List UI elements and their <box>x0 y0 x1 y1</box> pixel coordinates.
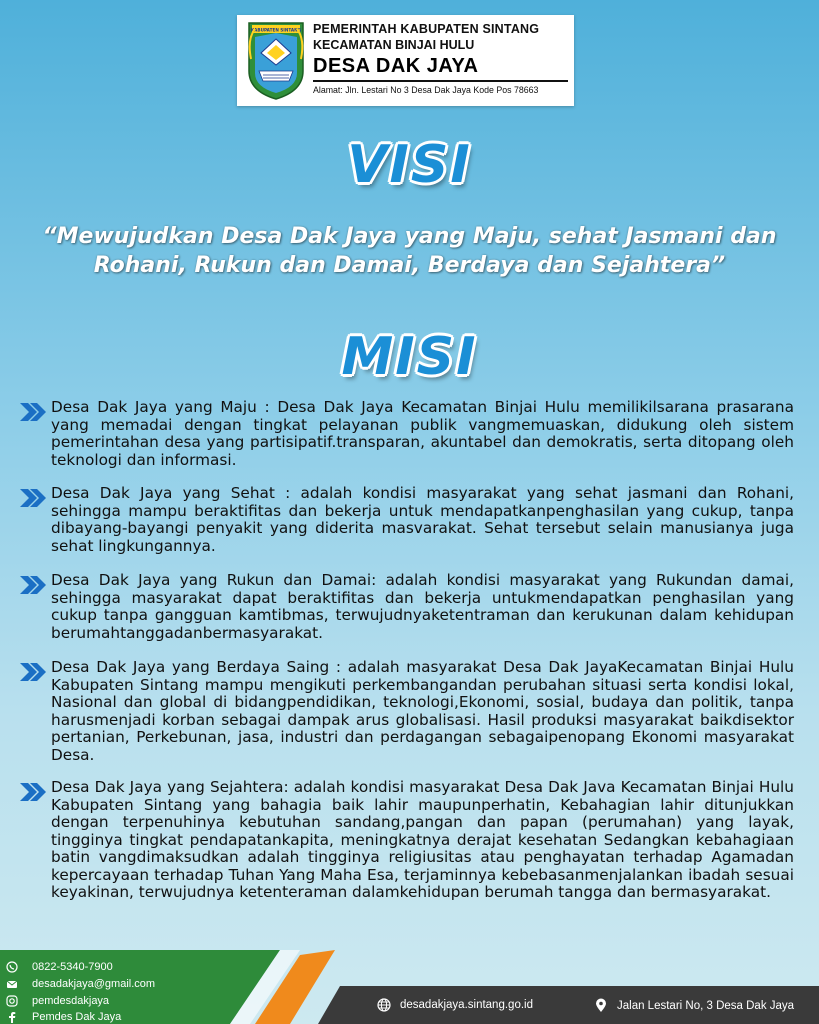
email-icon <box>6 978 18 990</box>
visi-heading: VISI <box>347 135 472 195</box>
facebook-icon <box>6 1011 18 1023</box>
misi-heading: MISI <box>341 327 478 387</box>
contact-phone[interactable] <box>6 960 113 974</box>
whatsapp-icon <box>6 961 18 973</box>
header-divider <box>313 80 568 82</box>
contact-email-text: desadakjaya@gmail.com <box>32 978 156 990</box>
map-pin-icon <box>595 998 607 1013</box>
header-village-title: DESA DAK JAYA <box>313 55 479 77</box>
visi-statement: “Mewujudkan Desa Dak Jaya yang Maju, sehat Jasmani dan Rohani, Rukun dan Damai, Berdaya dan Sejahtera” <box>42 224 777 278</box>
globe-icon <box>377 998 391 1012</box>
misi-item-text: Desa Dak Jaya yang Berdaya Saing : adalah masyarakat Desa Dak JayaKecamatan Binjai Hulu Kabupaten Sintang mampu mengikuti perkembangandan perubahan situasi serta kondisi lokal, Nasional dan global di bidangpendidikan, teknologi,Ekonomi, sosial, budaya dan politik, tanpa harusmenjadi korban sebagai dampak arus globalisasi. Hasil produksi masyarakat baikdisektor pertanian, Perkebunan, jasa, industri dan perdagangan sebagaipenopang Ekonomi masyarakat Desa. <box>51 658 794 764</box>
chevron-right-icon <box>18 401 48 423</box>
chevron-right-icon <box>18 487 48 509</box>
misi-item-text: Desa Dak Jaya yang Rukun dan Damai: adalah kondisi masyarakat yang Rukundan damai, sehingga masyarakat dapat beraktifitas dan bekerja untukmendapatkan penghasilan yang cukup tanpa gangguan kamtibmas, terwujudnyaketentraman dan kerukunan dalam kehidupan berumahtanggadanbermasyarakat. <box>51 571 794 642</box>
contact-instagram-text: pemdesdakjaya <box>32 995 110 1007</box>
misi-item-text: Desa Dak Jaya yang Sejahtera: adalah kondisi masyarakat Desa Dak Java Kecamatan Binjai Hulu Kabupaten Sintang yang bahagia baik lahir maupunperhatin, Kebahagian lahir ditunjukkan dengan terpenuhinya kebutuhan sandang,pangan dan papan (perumahan) yang layak, tingginya tingkat pendapatankapita, meningkatnya derajat kesehatan Sedangkan kebahagiaan batin vangdimaksudkan adalah tingginya religiusitas atau penghayatan terhadap Agamadan kepercayaan terhadap Tuhan Yang Maha Esa, terjaminnya kebebasanmenjalankan ibadah sesuai keyakinan, terwujudnya ketenteraman dalamkehidupan berumah tangga dan bermasyarakat. <box>51 778 794 901</box>
chevron-right-icon <box>18 661 48 683</box>
instagram-icon <box>6 995 18 1007</box>
contact-phone-text: 0822-5340-7900 <box>32 961 113 973</box>
header-government-title: PEMERINTAH KABUPATEN SINTANG <box>313 22 540 36</box>
svg-text:KABUPATEN SINTANG: KABUPATEN SINTANG <box>250 27 302 33</box>
misi-item-text: Desa Dak Jaya yang Maju : Desa Dak Jaya Kecamatan Binjai Hulu memilikilsarana prasarana yang memadai dengan tingkat pelayanan publik vangmemuaskan, didukung oleh sistem pemerintahan desa yang partisipatif.transparan, akuntabel dan demokratis, serta ditopang oleh teknologi dan informasi. <box>51 398 794 469</box>
contact-email[interactable] <box>6 977 155 991</box>
contact-instagram[interactable] <box>6 994 109 1008</box>
website-link[interactable] <box>377 998 533 1012</box>
contact-facebook[interactable] <box>6 1010 121 1024</box>
location-info <box>595 998 794 1013</box>
contact-facebook-text: Pemdes Dak Jaya <box>32 1011 122 1023</box>
website-text: desadakjaya.sintang.go.id <box>400 999 533 1011</box>
header-district-title: KECAMATAN BINJAI HULU <box>313 38 475 52</box>
footer-contacts <box>0 0 300 1023</box>
chevron-right-icon <box>18 574 48 596</box>
misi-item-text: Desa Dak Jaya yang Sehat : adalah kondisi masyarakat yang sehat jasmani dan Rohani, sehingga mampu beraktifitas dan bekerja untuk mendapatkanpenghasilan yang cukup, tanpa dibayang-bayangi penyakit yang diderita masvarakat. Sehat tersebut selain manusianya juga sehat lingkungannya. <box>51 484 794 555</box>
header-address: Alamat: Jln. Lestari No 3 Desa Dak Jaya Kode Pos 78663 <box>313 85 539 95</box>
location-text: Jalan Lestari No, 3 Desa Dak Jaya <box>617 999 795 1012</box>
chevron-right-icon <box>18 781 48 803</box>
